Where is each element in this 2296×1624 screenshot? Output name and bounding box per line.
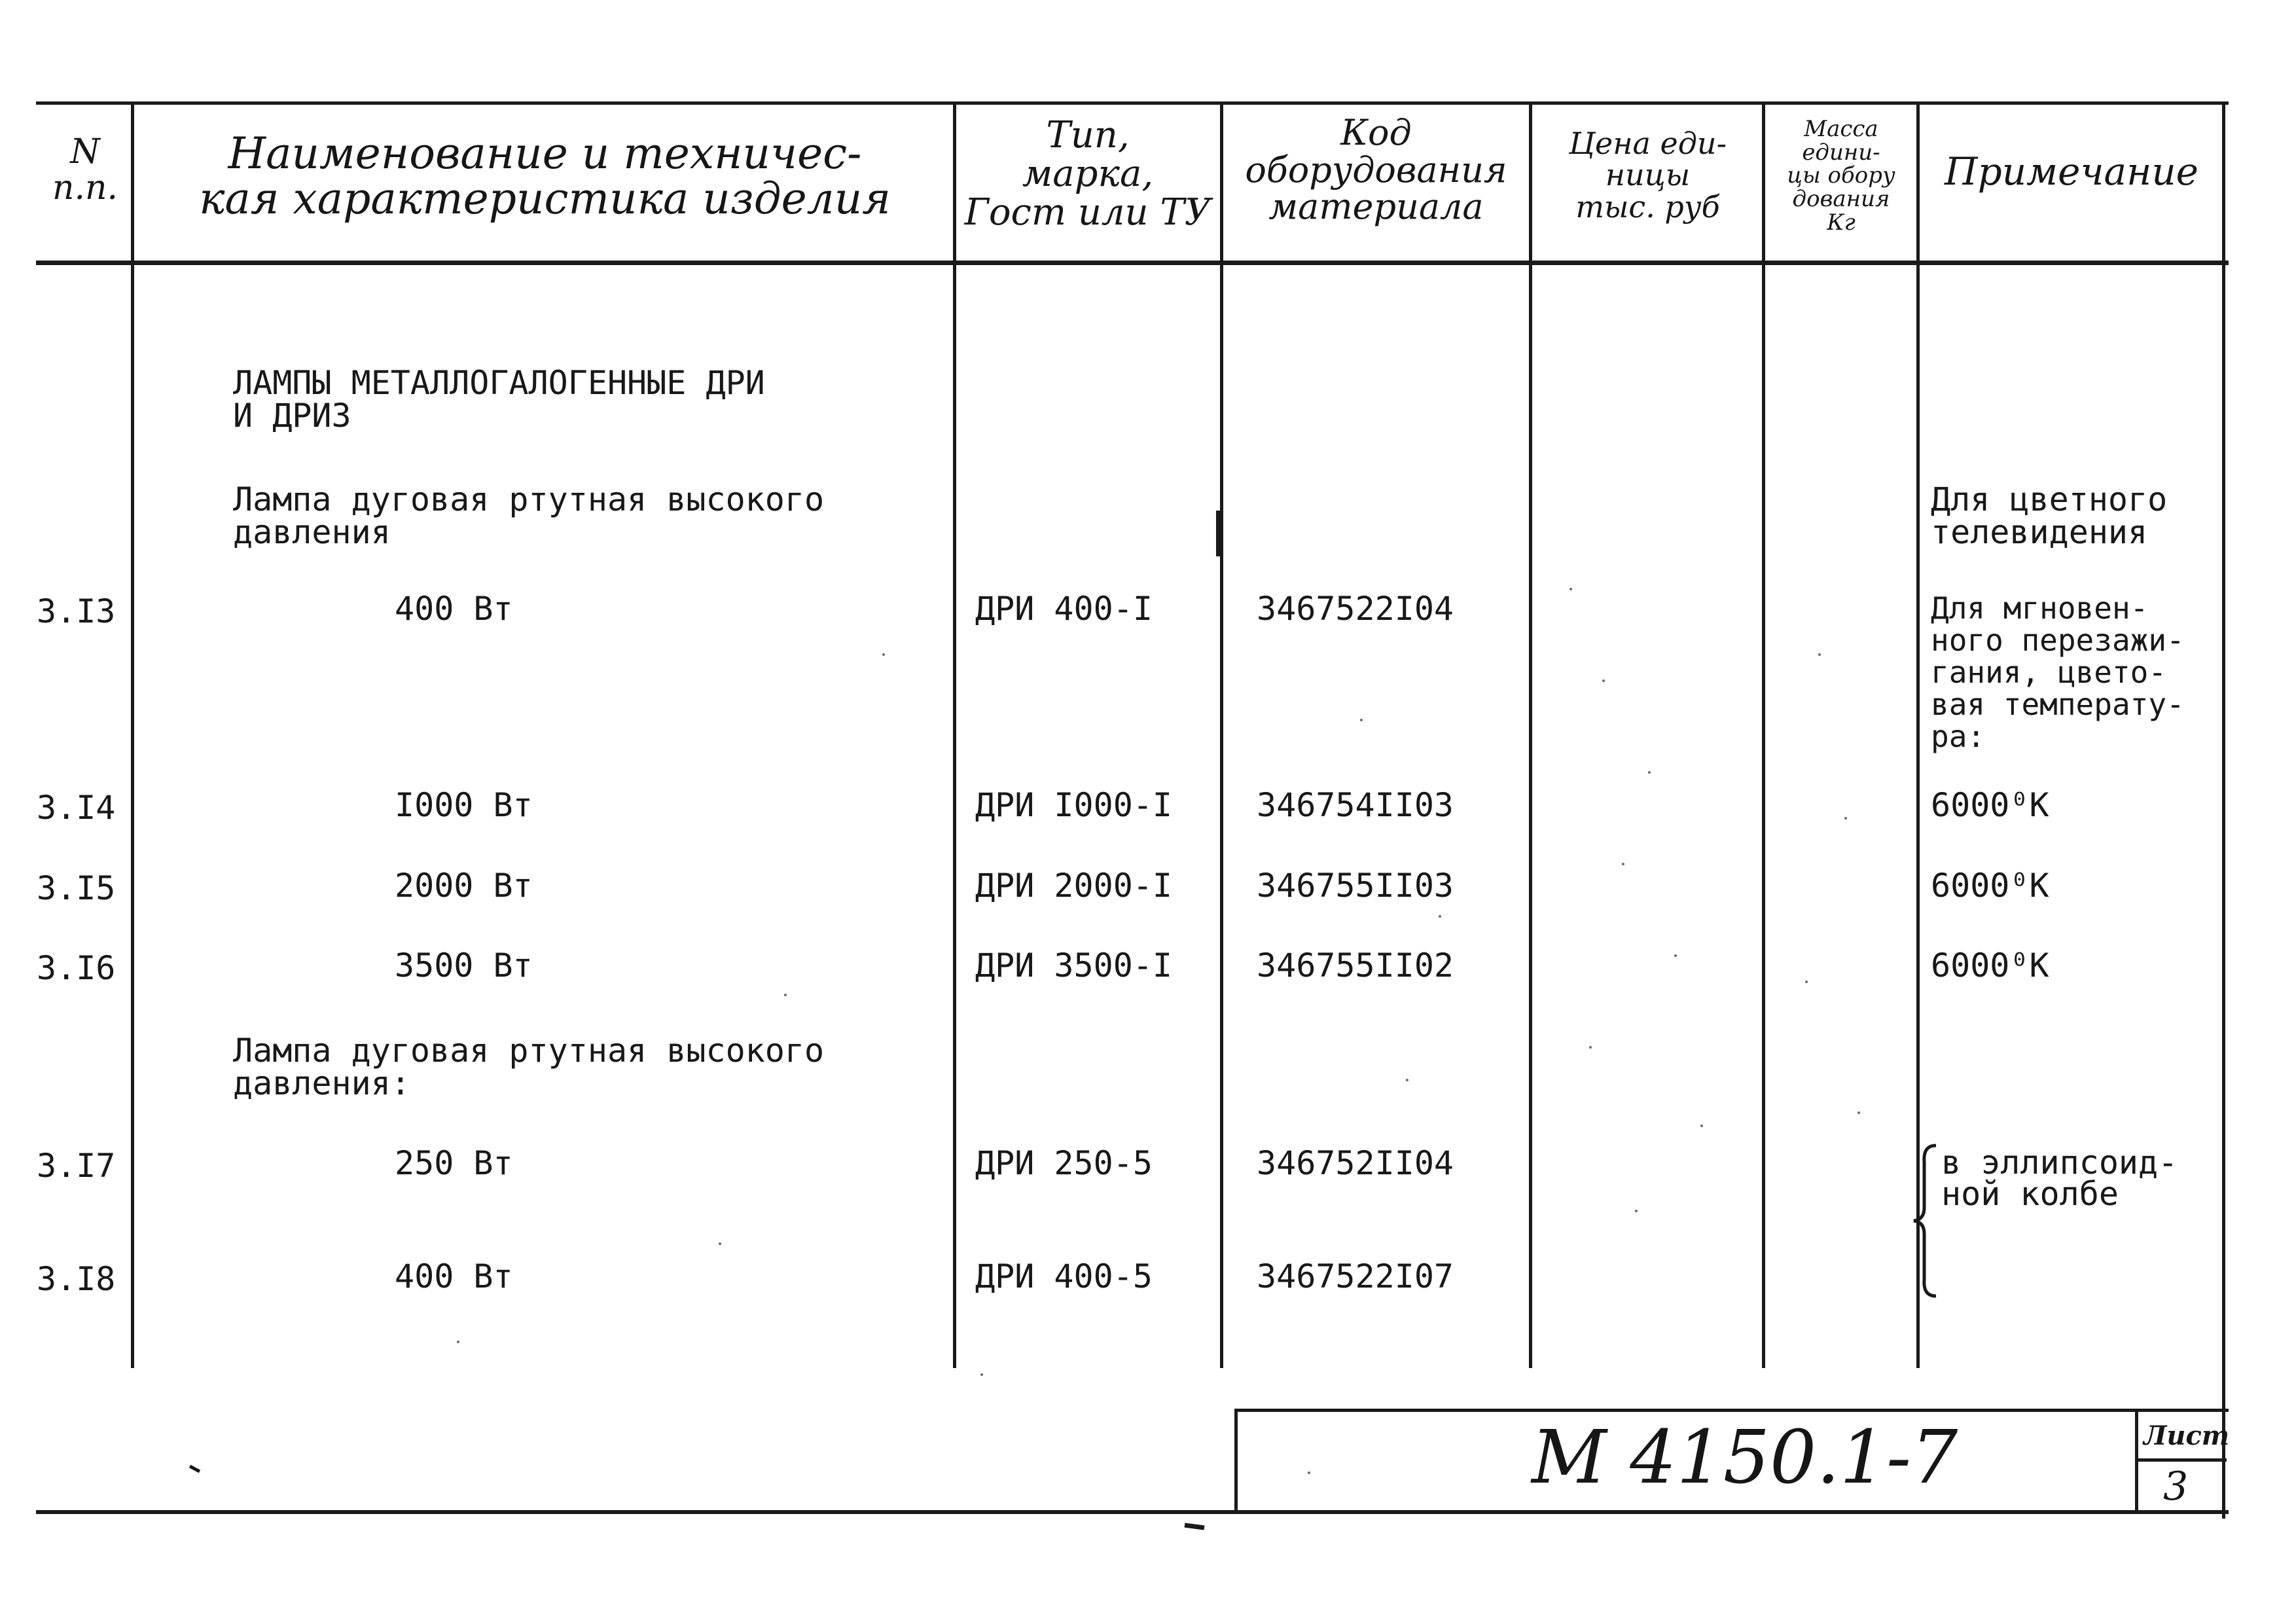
header-mass: Масса едини- цы обору дования Кг (1787, 116, 1895, 236)
item-name: 400 Вт (395, 590, 513, 628)
item-note: 6000⁰К (1931, 947, 2049, 984)
row-num: 3.I7 (37, 1147, 116, 1185)
item-code: 346754II03 (1257, 786, 1454, 824)
item-name: 400 Вт (395, 1257, 513, 1295)
item-name: 3500 Вт (395, 947, 533, 984)
item-type: ДРИ 2000-I (975, 867, 1173, 905)
item-type: ДРИ 400-5 (975, 1257, 1153, 1295)
item-type: ДРИ 250-5 (975, 1144, 1153, 1182)
item-name: 250 Вт (395, 1144, 513, 1182)
header-code: Код оборудования материала (1245, 112, 1507, 228)
item-code: 346755II03 (1257, 867, 1454, 905)
header-price: Цена еди- ницы тыс. руб (1568, 126, 1727, 225)
item-note: Для мгновен- ного перезажи- гания, цвето- вая температу- ра: (1931, 590, 2185, 754)
header-num: N п.п. (52, 132, 118, 208)
item-code: 3467522I07 (1257, 1257, 1454, 1295)
sheet-number: 3 (2163, 1464, 2189, 1509)
group2-title: Лампа дуговая ртутная высокого давления: (233, 1032, 825, 1102)
row-num: 3.I8 (37, 1260, 116, 1298)
header-type: Тип, марка, Гост или ТУ (964, 114, 1211, 234)
item-type: ДРИ I000-I (975, 786, 1173, 824)
item-type: ДРИ 3500-I (975, 947, 1173, 984)
row-num: 3.I3 (37, 592, 116, 630)
row-num: 3.I4 (37, 789, 116, 827)
item-note: в эллипсоид- ной колбе (1941, 1144, 2178, 1213)
group1-title: Лампа дуговая ртутная высокого давления (233, 480, 825, 551)
item-note: 6000⁰К (1931, 786, 2049, 824)
sheet-label: Лист (2144, 1420, 2230, 1451)
item-name: 2000 Вт (395, 867, 533, 905)
header-note: Примечание (1944, 149, 2199, 194)
item-name: I000 Вт (395, 786, 533, 824)
group1-note: Для цветного телевидения (1931, 480, 2168, 551)
item-note: 6000⁰К (1931, 867, 2049, 905)
row-num: 3.I6 (37, 949, 116, 987)
item-type: ДРИ 400-I (975, 590, 1153, 628)
header-name: Наименование и техничес- кая характеристика изделия (199, 128, 891, 225)
section-title: ЛАМПЫ МЕТАЛЛОГАЛОГЕННЫЕ ДРИ И ДРИЗ (233, 364, 765, 435)
item-code: 346752II04 (1257, 1144, 1454, 1182)
row-num: 3.I5 (37, 869, 116, 907)
item-code: 346755II02 (1257, 947, 1454, 984)
doc-number: M 4150.1-7 (1532, 1415, 1958, 1500)
item-code: 3467522I04 (1257, 590, 1454, 628)
